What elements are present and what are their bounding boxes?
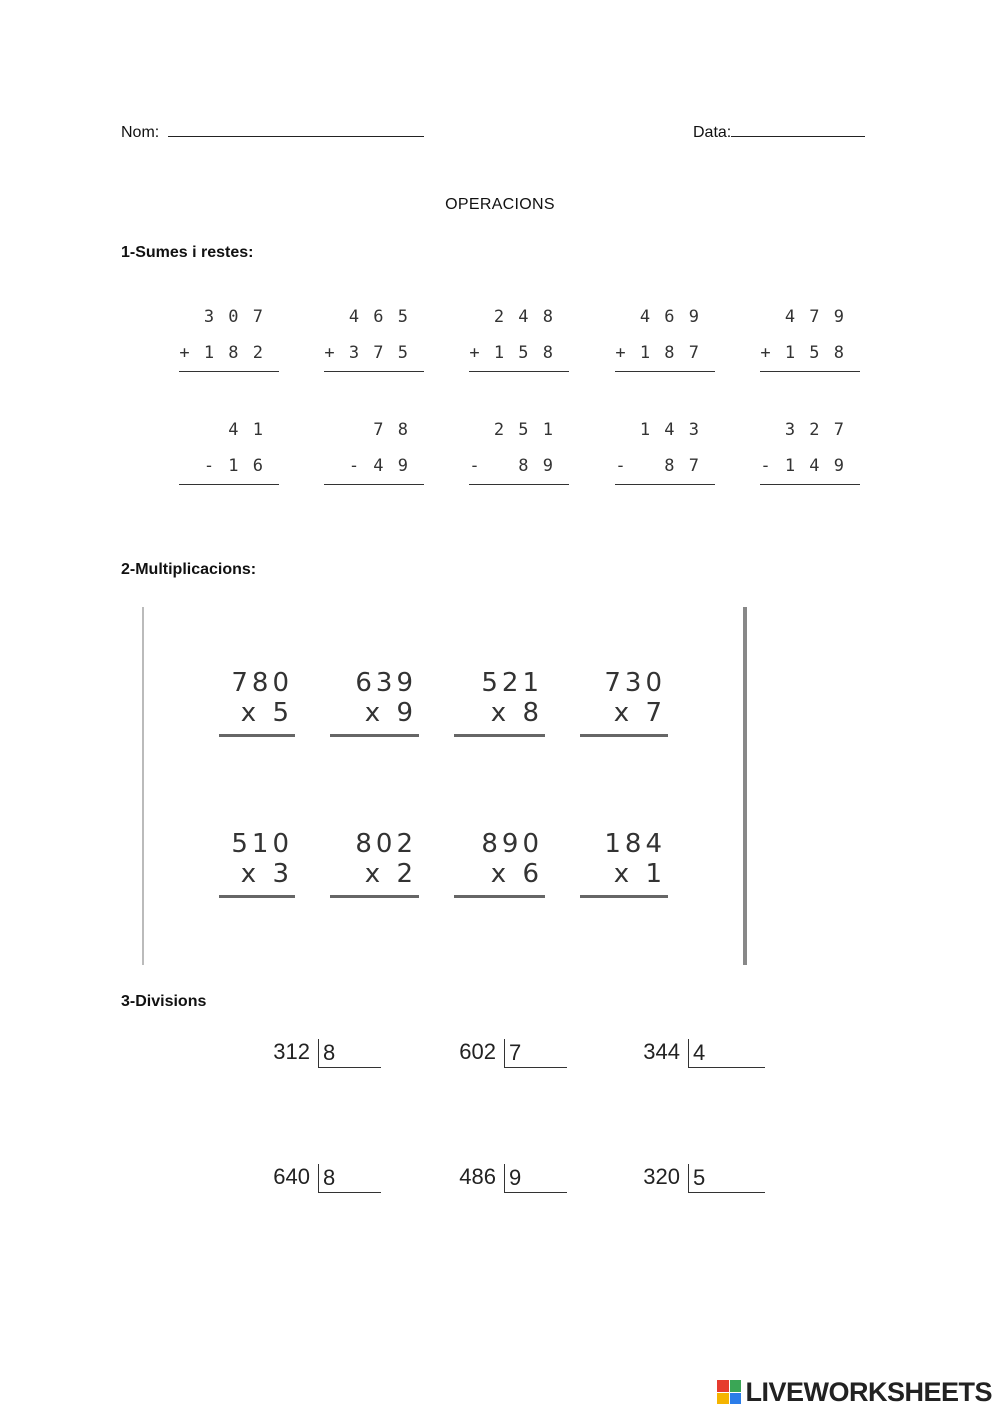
multiplication-problem: [454, 829, 545, 898]
division-problem: [632, 1164, 777, 1194]
addend-bottom: + 1 5 8: [760, 343, 846, 363]
subtrahend: - 1 6: [203, 456, 265, 476]
addend-bottom: + 3 7 5: [324, 343, 410, 363]
multiplicand: 890: [481, 829, 543, 859]
section2-heading: 2-Multiplicacions:: [121, 561, 257, 578]
multiplier: x 3: [240, 859, 293, 889]
answer-line[interactable]: [760, 371, 860, 372]
multiplication-problem: [219, 829, 295, 898]
division-problem: [632, 1039, 777, 1069]
multiplication-problem: [580, 829, 668, 898]
section3-heading: 3-Divisions: [121, 993, 207, 1010]
date-blank[interactable]: [731, 122, 865, 137]
answer-line[interactable]: [454, 895, 545, 898]
multiplier: x 5: [240, 698, 293, 728]
subtraction-problem: [179, 418, 279, 485]
multiplication-problem: [454, 668, 545, 737]
addition-problem: [615, 305, 715, 372]
dividend: 312: [273, 1039, 310, 1064]
divisor: 8: [323, 1165, 336, 1190]
answer-line[interactable]: [179, 484, 279, 485]
addend-bottom: + 1 5 8: [469, 343, 555, 363]
division-problem: [448, 1164, 578, 1194]
divisor: 4: [693, 1040, 706, 1065]
answer-line[interactable]: [454, 734, 545, 737]
multiplicand: 639: [355, 668, 417, 698]
multiplier: x 1: [613, 859, 666, 889]
multiplier: x 2: [364, 859, 417, 889]
divisor: 8: [323, 1040, 336, 1065]
answer-line[interactable]: [324, 371, 424, 372]
addend-bottom: + 1 8 7: [615, 343, 701, 363]
dividend: 320: [643, 1164, 680, 1189]
answer-line[interactable]: [219, 734, 295, 737]
answer-line[interactable]: [324, 484, 424, 485]
divisor: 5: [693, 1165, 706, 1190]
minuend: 2 5 1: [493, 420, 555, 440]
frame-right-border: [743, 607, 747, 965]
divisor: 9: [509, 1165, 522, 1190]
addend-top: 3 0 7: [203, 307, 265, 327]
subtrahend: - 8 9: [469, 456, 555, 476]
answer-line[interactable]: [615, 371, 715, 372]
divisor-box[interactable]: [688, 1164, 765, 1193]
answer-line[interactable]: [580, 734, 668, 737]
multiplier: x 6: [490, 859, 543, 889]
dividend: 640: [273, 1164, 310, 1189]
answer-line[interactable]: [580, 895, 668, 898]
answer-line[interactable]: [469, 484, 569, 485]
dividend: 602: [459, 1039, 496, 1064]
division-problem: [262, 1164, 392, 1194]
answer-line[interactable]: [219, 895, 295, 898]
addition-problem: [324, 305, 424, 372]
logo-square: [730, 1380, 742, 1392]
divisor-box[interactable]: [688, 1039, 765, 1068]
logo-text: LIVEWORKSHEETS: [745, 1376, 992, 1407]
answer-line[interactable]: [760, 484, 860, 485]
logo-mark-icon: [717, 1380, 741, 1404]
multiplication-problem: [219, 668, 295, 737]
minuend: 1 4 3: [639, 420, 701, 440]
answer-line[interactable]: [330, 895, 419, 898]
minuend: 4 1: [228, 420, 265, 440]
subtrahend: - 1 4 9: [760, 456, 846, 476]
dividend: 486: [459, 1164, 496, 1189]
frame-left-border: [142, 607, 144, 965]
logo-square: [730, 1393, 742, 1405]
addend-top: 4 7 9: [784, 307, 846, 327]
section1-heading: 1-Sumes i restes:: [121, 244, 254, 261]
multiplier: x 8: [490, 698, 543, 728]
multiplicand: 521: [481, 668, 543, 698]
answer-line[interactable]: [330, 734, 419, 737]
multiplication-problem: [580, 668, 668, 737]
multiplication-problem: [330, 829, 419, 898]
multiplier: x 7: [613, 698, 666, 728]
logo-square: [717, 1380, 729, 1392]
addition-problem: [469, 305, 569, 372]
answer-line[interactable]: [469, 371, 569, 372]
name-field: [121, 122, 424, 142]
logo-square: [717, 1393, 729, 1405]
date-label: Data:: [693, 124, 732, 141]
subtraction-problem: [760, 418, 860, 485]
addend-top: 2 4 8: [493, 307, 555, 327]
divisor-box[interactable]: [318, 1039, 381, 1068]
addend-top: 4 6 9: [639, 307, 701, 327]
addend-bottom: + 1 8 2: [179, 343, 265, 363]
name-blank[interactable]: [168, 122, 424, 137]
multiplicand: 510: [231, 829, 293, 859]
dividend: 344: [643, 1039, 680, 1064]
subtraction-problem: [469, 418, 569, 485]
liveworksheets-logo[interactable]: [717, 1377, 992, 1407]
answer-line[interactable]: [615, 484, 715, 485]
name-label: Nom:: [121, 124, 160, 141]
divisor-box[interactable]: [504, 1039, 567, 1068]
subtrahend: - 4 9: [348, 456, 410, 476]
multiplicand: 730: [604, 668, 666, 698]
divisor-box[interactable]: [318, 1164, 381, 1193]
multiplicand: 780: [231, 668, 293, 698]
subtraction-problem: [615, 418, 715, 485]
multiplicand: 802: [355, 829, 417, 859]
answer-line[interactable]: [179, 371, 279, 372]
addition-problem: [760, 305, 860, 372]
page-title: OPERACIONS: [445, 196, 555, 213]
multiplication-problem: [330, 668, 419, 737]
multiplier: x 9: [364, 698, 417, 728]
minuend: 3 2 7: [784, 420, 846, 440]
division-problem: [448, 1039, 578, 1069]
addend-top: 4 6 5: [348, 307, 410, 327]
minuend: 7 8: [373, 420, 410, 440]
subtraction-problem: [324, 418, 424, 485]
divisor-box[interactable]: [504, 1164, 567, 1193]
addition-problem: [179, 305, 279, 372]
subtrahend: - 8 7: [615, 456, 701, 476]
multiplicand: 184: [604, 829, 666, 859]
division-problem: [262, 1039, 392, 1069]
divisor: 7: [509, 1040, 522, 1065]
date-field: [693, 122, 865, 142]
